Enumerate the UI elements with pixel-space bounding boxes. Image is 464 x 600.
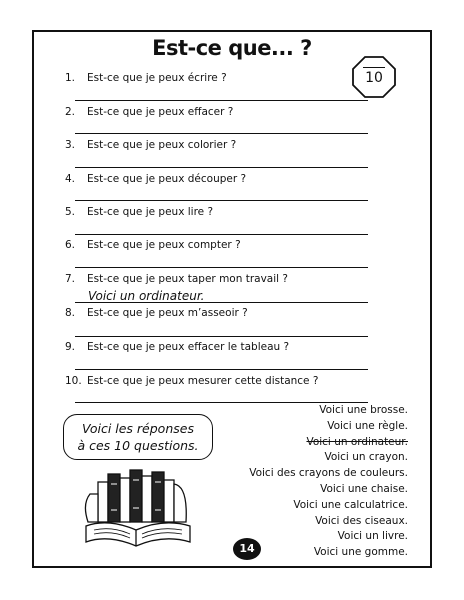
answer-option: Voici des ciseaux. [315, 514, 408, 527]
answer-option-used: Voici un ordinateur. [306, 435, 408, 448]
answer-option: Voici une calculatrice. [293, 498, 408, 511]
answer-list [249, 403, 408, 561]
page-title: Est-ce que... ? [152, 36, 312, 60]
question-number: 4. [65, 173, 76, 185]
answer-option: Voici une règle. [327, 419, 408, 432]
answer-line-8[interactable] [75, 336, 368, 337]
answer-line-5[interactable] [75, 234, 368, 235]
question-1 [65, 72, 227, 84]
question-number: 10. [65, 375, 82, 387]
answer-line-9[interactable] [75, 369, 368, 370]
question-5 [65, 206, 213, 218]
score-badge [351, 55, 397, 99]
question-8 [65, 307, 248, 319]
question-9 [65, 341, 289, 353]
answer-option: Voici une brosse. [319, 404, 408, 416]
question-text: Est-ce que je peux compter ? [87, 239, 241, 251]
question-text: Est-ce que je peux mesurer cette distance ? [87, 375, 319, 387]
score-total: 10 [365, 70, 383, 86]
question-text: Est-ce que je peux effacer ? [87, 106, 234, 118]
answer-line-4[interactable] [75, 200, 368, 201]
question-text: Est-ce que je peux taper mon travail ? [87, 273, 288, 285]
question-number: 9. [65, 341, 76, 353]
question-10 [65, 375, 318, 387]
answer-line-7[interactable] [75, 302, 368, 303]
answer-line-1[interactable] [75, 100, 368, 101]
question-2 [65, 106, 233, 118]
question-text: Est-ce que je peux effacer le tableau ? [87, 341, 290, 353]
books-illustration-icon [78, 464, 198, 554]
score-blank [363, 67, 385, 68]
bubble-line-2: à ces 10 questions. [77, 438, 199, 453]
answer-option: Voici une gomme. [313, 546, 408, 559]
page-number-badge: 14 [233, 538, 261, 560]
question-7 [65, 273, 288, 285]
question-3 [65, 139, 236, 151]
answer-line-6[interactable] [75, 267, 368, 268]
question-text: Est-ce que je peux écrire ? [87, 72, 227, 84]
question-number: 8. [65, 307, 76, 319]
answer-option: Voici des crayons de couleurs. [249, 467, 408, 480]
question-4 [65, 173, 246, 185]
question-number: 6. [65, 239, 76, 251]
question-number: 5. [65, 206, 76, 218]
answers-bubble [63, 414, 213, 460]
answer-line-2[interactable] [75, 133, 368, 134]
handwritten-answer-7: Voici un ordinateur. [88, 289, 205, 303]
answer-line-3[interactable] [75, 167, 368, 168]
question-number: 7. [65, 273, 76, 285]
question-text: Est-ce que je peux lire ? [87, 206, 214, 218]
question-6 [65, 239, 241, 251]
question-text: Est-ce que je peux colorier ? [87, 139, 237, 151]
question-number: 1. [65, 72, 76, 84]
bubble-line-1: Voici les réponses [82, 421, 194, 436]
answer-option: Voici un crayon. [324, 451, 408, 464]
question-number: 2. [65, 106, 76, 118]
question-text: Est-ce que je peux découper ? [87, 173, 247, 185]
answer-option: Voici un livre. [337, 530, 408, 543]
question-number: 3. [65, 139, 76, 151]
answer-option: Voici une chaise. [320, 482, 408, 495]
question-text: Est-ce que je peux m’asseoir ? [87, 307, 248, 319]
